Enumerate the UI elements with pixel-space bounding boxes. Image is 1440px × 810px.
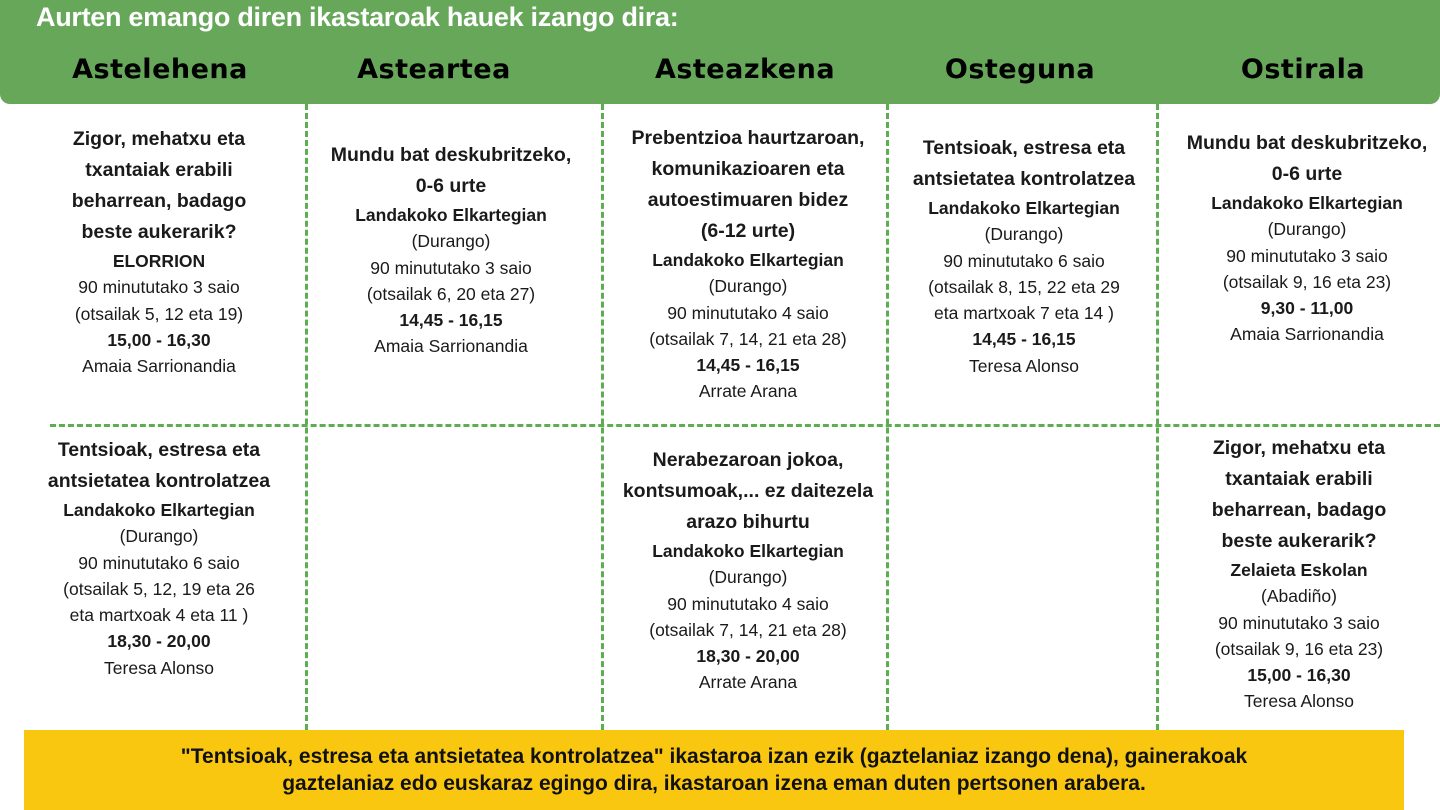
course-friday-1	[1156, 128, 1440, 348]
course-title: Prebentzioa haurtzaroan,	[631, 127, 865, 149]
course-tuesday-1	[306, 140, 596, 360]
course-location: Landakoko Elkartegian	[1211, 193, 1403, 213]
course-dates: (otsailak 9, 16 eta 23)	[1222, 271, 1392, 292]
course-title: beste aukerarik?	[1221, 530, 1377, 552]
course-title: Zigor, mehatxu eta	[1212, 437, 1386, 459]
course-monday-1	[10, 124, 308, 379]
course-time: 18,30 - 20,00	[696, 646, 800, 667]
course-sessions: 90 minututako 3 saio	[370, 257, 532, 278]
course-wednesday-2	[602, 445, 894, 696]
course-location: Zelaieta Eskolan	[1230, 560, 1368, 580]
course-title: komunikazioaren eta	[651, 158, 845, 180]
course-time: 14,45 - 16,15	[399, 310, 503, 331]
day-monday: Astelehena	[72, 54, 248, 85]
course-title: beharrean, badago	[1211, 499, 1387, 521]
row-divider	[50, 424, 1440, 427]
course-time: 15,00 - 16,30	[1247, 665, 1351, 686]
course-location: Landakoko Elkartegian	[928, 198, 1120, 218]
course-dates: (otsailak 5, 12, 19 eta 26	[63, 578, 255, 599]
course-location: ELORRION	[112, 251, 206, 271]
course-title: Nerabezaroan jokoa,	[652, 449, 844, 471]
course-location: Landakoko Elkartegian	[63, 500, 255, 520]
course-town: (Durango)	[411, 231, 491, 252]
course-friday-2	[1156, 433, 1440, 715]
course-sessions: 90 minututako 4 saio	[667, 593, 829, 614]
course-town: (Durango)	[708, 276, 788, 297]
course-dates: eta martxoak 4 eta 11 )	[69, 605, 249, 626]
course-teacher: Arrate Arana	[698, 672, 798, 693]
course-sessions: 90 minututako 6 saio	[943, 250, 1105, 271]
course-title: 0-6 urte	[415, 175, 487, 197]
course-teacher: Amaia Sarrionandia	[1230, 324, 1384, 345]
course-title: txantaiak erabili	[1225, 468, 1373, 490]
language-note-line: "Tentsioak, estresa eta antsietatea kontrolatzea" ikastaroa izan ezik (gaztelaniaz izango dena), gainerakoak	[180, 745, 1248, 768]
course-teacher: Amaia Sarrionandia	[374, 336, 528, 357]
course-teacher: Teresa Alonso	[969, 355, 1079, 376]
course-title: beharrean, badago	[71, 190, 247, 212]
course-town: (Durango)	[119, 526, 199, 547]
course-title: kontsumoak,... ez daitezela	[622, 480, 874, 502]
course-dates: (otsailak 7, 14, 21 eta 28)	[649, 619, 847, 640]
course-dates: (otsailak 5, 12 eta 19)	[74, 303, 244, 324]
course-sessions: 90 minututako 4 saio	[667, 302, 829, 323]
course-dates: eta martxoak 7 eta 14 )	[934, 303, 1114, 324]
course-title: Tentsioak, estresa eta	[57, 439, 261, 461]
course-dates: (otsailak 7, 14, 21 eta 28)	[649, 328, 847, 349]
course-dates: (otsailak 9, 16 eta 23)	[1214, 638, 1384, 659]
course-title: Tentsioak, estresa eta	[922, 137, 1126, 159]
course-time: 14,45 - 16,15	[972, 329, 1076, 350]
course-teacher: Teresa Alonso	[1244, 691, 1354, 712]
course-sessions: 90 minututako 3 saio	[1226, 245, 1388, 266]
course-teacher: Arrate Arana	[698, 381, 798, 402]
course-title: arazo bihurtu	[686, 511, 810, 533]
header-banner	[0, 0, 1440, 104]
course-title: Zigor, mehatxu eta	[72, 128, 246, 150]
course-title: 0-6 urte	[1271, 163, 1343, 185]
course-town: (Durango)	[984, 224, 1064, 245]
course-dates: (otsailak 8, 15, 22 eta 29	[928, 276, 1120, 297]
course-town: (Durango)	[1267, 219, 1347, 240]
day-thursday: Osteguna	[944, 54, 1096, 85]
course-title: (6-12 urte)	[700, 220, 796, 242]
course-time: 14,45 - 16,15	[696, 355, 800, 376]
course-title: antsietatea kontrolatzea	[912, 168, 1136, 190]
course-town: (Abadiño)	[1261, 586, 1337, 607]
course-teacher: Teresa Alonso	[104, 657, 214, 678]
page-title: Aurten emango diren ikastaroak hauek izango dira:	[36, 2, 679, 32]
course-title: Mundu bat deskubritzeko,	[330, 144, 572, 166]
day-friday: Ostirala	[1240, 54, 1366, 85]
language-note	[104, 743, 1324, 797]
course-location: Landakoko Elkartegian	[355, 205, 547, 225]
language-note-line: gaztelaniaz edo euskaraz egingo dira, ikastaroan izena eman duten pertsonen arabera.	[282, 772, 1146, 795]
day-tuesday: Asteartea	[357, 54, 511, 85]
course-dates: (otsailak 6, 20 eta 27)	[366, 283, 536, 304]
course-title: Mundu bat deskubritzeko,	[1186, 132, 1428, 154]
course-town: (Durango)	[708, 567, 788, 588]
course-wednesday-1	[602, 123, 894, 405]
language-note-banner	[24, 730, 1404, 810]
day-wednesday: Asteazkena	[654, 54, 836, 85]
course-title: txantaiak erabili	[85, 159, 233, 181]
course-title: antsietatea kontrolatzea	[47, 470, 271, 492]
course-location: Landakoko Elkartegian	[652, 541, 844, 561]
course-time: 18,30 - 20,00	[107, 631, 211, 652]
course-sessions: 90 minututako 6 saio	[78, 552, 240, 573]
course-thursday-1	[886, 133, 1162, 379]
course-location: Landakoko Elkartegian	[652, 250, 844, 270]
course-teacher: Amaia Sarrionandia	[82, 356, 236, 377]
course-monday-2	[10, 435, 308, 681]
course-title: beste aukerarik?	[81, 221, 237, 243]
course-time: 15,00 - 16,30	[107, 329, 211, 350]
course-sessions: 90 minututako 3 saio	[1218, 612, 1380, 633]
course-sessions: 90 minututako 3 saio	[78, 277, 240, 298]
course-title: autoestimuaren bidez	[647, 189, 849, 211]
course-time: 9,30 - 11,00	[1260, 298, 1354, 319]
